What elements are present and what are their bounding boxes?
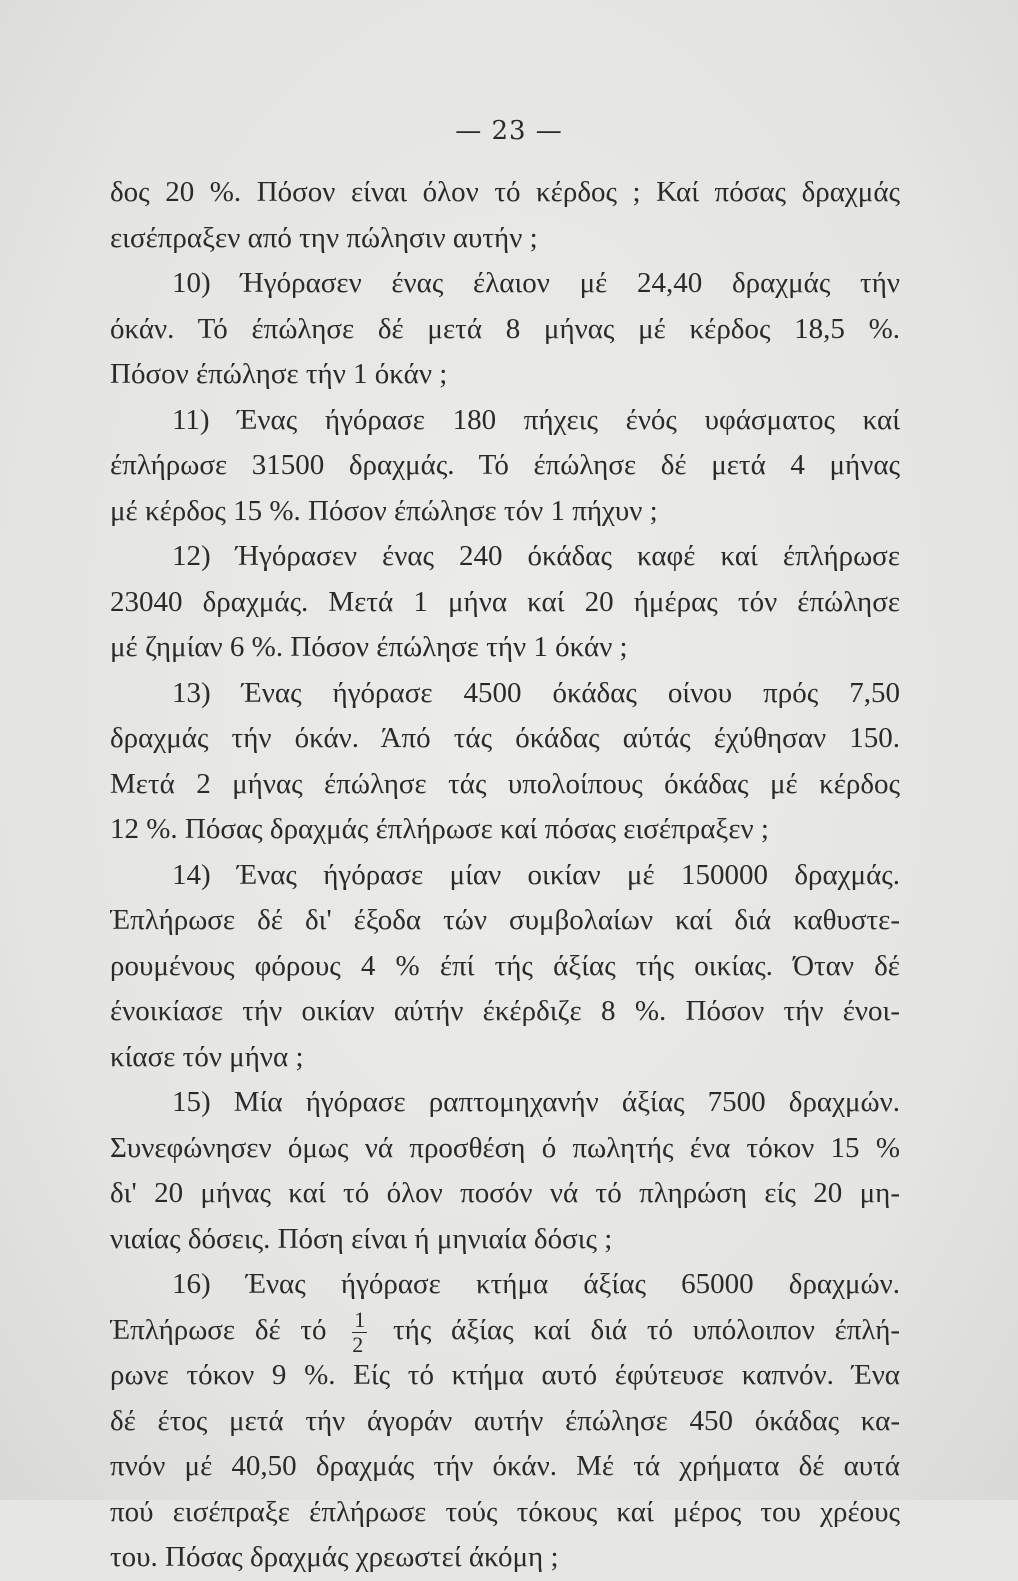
text-line: όκάν. Τό έπώλησε δέ μετά 8 μήνας μέ κέρδος 18,5 %. xyxy=(110,312,900,345)
page-text xyxy=(110,170,900,1581)
text-line: 16) Ένας ήγόρασε κτήμα άξίας 65000 δραχμών. xyxy=(172,1268,900,1300)
text-line: εισέπραξεν από την πώλησιν αυτήν ; xyxy=(110,221,538,254)
fraction-denominator: 2 xyxy=(352,1331,364,1353)
text-line: Έπλήρωσε δέ δι' έξοδα τών συμβολαίων καί διά καθυστε- xyxy=(110,904,900,936)
text-line: 15) Μία ήγόρασε ραπτομηχανήν άξίας 7500 δραχμών. xyxy=(172,1086,900,1118)
page-number: — 23 — xyxy=(455,116,563,146)
text-line: 23040 δραχμάς. Μετά 1 μήνα καί 20 ήμέρας τόν έπώλησε xyxy=(110,585,900,618)
text-line: κίασε τόν μήνα ; xyxy=(110,1040,304,1073)
text-line-with-fraction: Έπλήρωσε δέ τό $\frac{1}{2}$ τής άξίας καί διά τό υπόλοιπον έπλή- xyxy=(110,1308,900,1354)
text-line: Συνεφώνησεν όμως νά προσθέση ό πωλητής ένα τόκον 15 % xyxy=(110,1131,900,1164)
fraction xyxy=(352,1308,367,1354)
text-line: 12) Ήγόρασεν ένας 240 όκάδας καφέ καί έπλήρωσε xyxy=(172,540,900,572)
text-line: μέ ζημίαν 6 %. Πόσον έπώλησε τήν 1 όκάν ; xyxy=(110,631,628,663)
text-line: Πόσον έπώλησε τήν 1 όκάν ; xyxy=(110,358,448,390)
text-line: 14) Ένας ήγόρασε μίαν οικίαν μέ 150000 δραχμάς. xyxy=(172,858,900,891)
text-line: ρωνε τόκον 9 %. Είς τό κτήμα αυτό έφύτευσε καπνόν. Ένα xyxy=(110,1359,900,1391)
text-line: δραχμάς τήν όκάν. Άπό τάς όκάδας αύτάς έχύθησαν 150. xyxy=(110,722,900,754)
text-line: 13) Ένας ήγόρασε 4500 όκάδας οίνου πρός 7,50 xyxy=(172,676,900,709)
text-line: 11) Ένας ήγόρασε 180 πήχεις ένός υφάσματος καί xyxy=(172,403,900,436)
text-line: 12 %. Πόσας δραχμάς έπλήρωσε καί πόσας εισέπραξεν ; xyxy=(110,813,769,845)
text-line: πού εισέπραξε έπλήρωσε τούς τόκους καί μέρος του χρέους xyxy=(110,1495,900,1528)
text-line: δέ έτος μετά τήν άγοράν αυτήν έπώλησε 450 όκάδας κα- xyxy=(110,1404,900,1437)
fraction-numerator: 1 xyxy=(354,1307,366,1332)
text-line: Μετά 2 μήνας έπώλησε τάς υπολοίπους όκάδας μέ κέρδος xyxy=(110,767,900,800)
text-line: δι' 20 μήνας καί τό όλον ποσόν νά τό πληρώση είς 20 μη- xyxy=(110,1177,900,1209)
text-line: 10) Ήγόρασεν ένας έλαιον μέ 24,40 δραχμάς τήν xyxy=(172,267,900,299)
text-line: ένοικίασε τήν οικίαν αύτήν έκέρδιζε 8 %. Πόσον τήν ένοι- xyxy=(110,995,900,1027)
text-line: έπλήρωσε 31500 δραχμάς. Τό έπώλησε δέ μετά 4 μήνας xyxy=(110,449,900,481)
text-line: του. Πόσας δραχμάς χρεωστεί άκόμη ; xyxy=(110,1541,559,1573)
text-line: πνόν μέ 40,50 δραχμάς τήν όκάν. Μέ τά χρήματα δέ αυτά xyxy=(110,1450,900,1482)
text-line: μέ κέρδος 15 %. Πόσον έπώλησε τόν 1 πήχυν ; xyxy=(110,494,658,527)
text-line: νιαίας δόσεις. Πόση είναι ή μηνιαία δόσις ; xyxy=(110,1222,613,1255)
text-line: δος 20 %. Πόσον είναι όλον τό κέρδος ; Καί πόσας δραχμάς xyxy=(110,176,900,208)
text-line: ρουμένους φόρους 4 % έπί τής άξίας τής οικίας. Όταν δέ xyxy=(110,949,900,982)
